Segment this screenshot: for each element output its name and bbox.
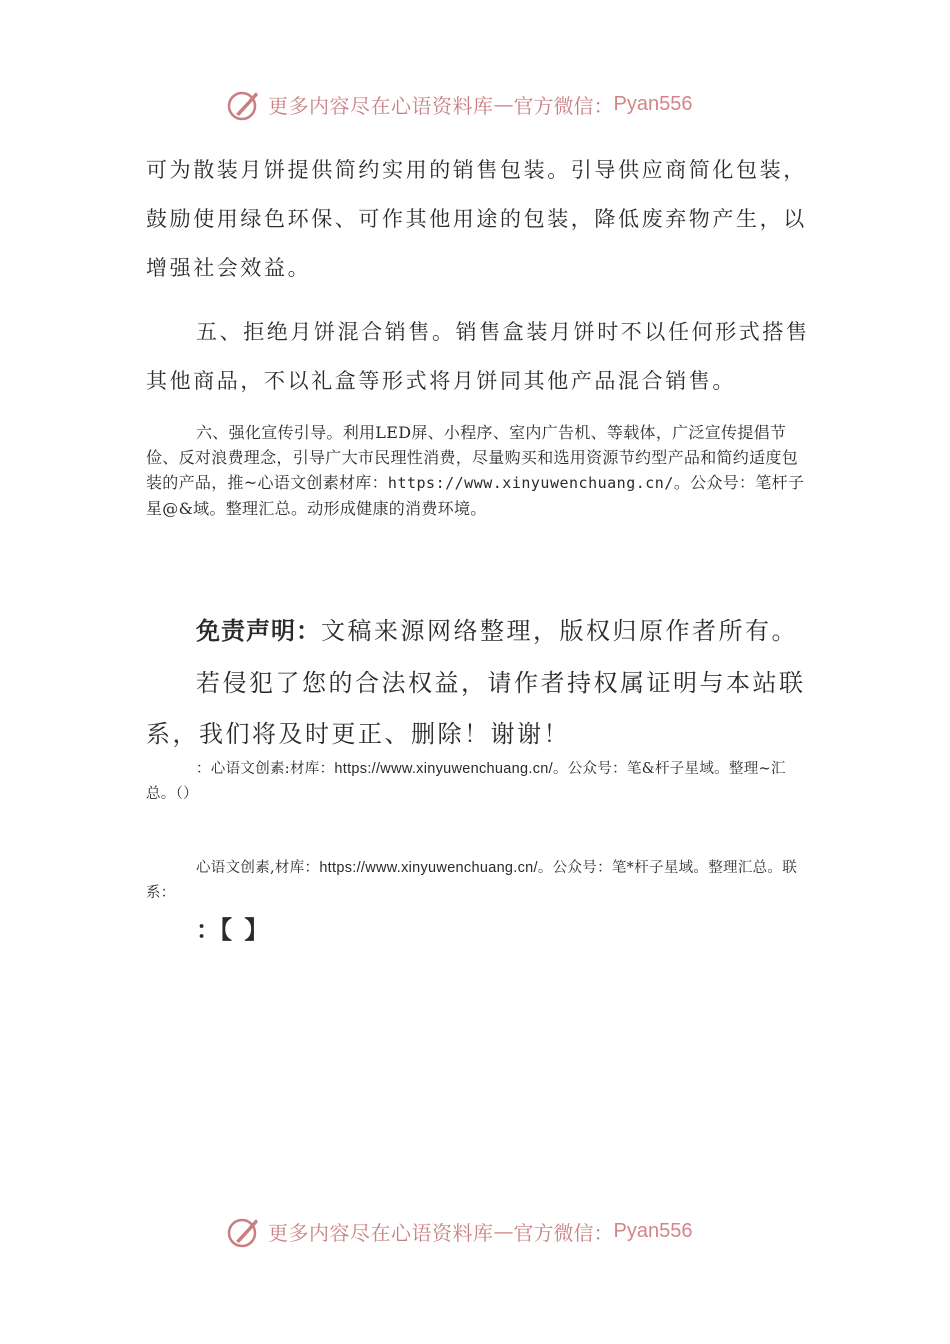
paragraph-packaging: 可为散装月饼提供简约实用的销售包装。引导供应商简化包装，鼓励使用绿色环保、可作其他用途的包装，降低废弃物产生，以增强社会效益。 (146, 158, 807, 280)
note-one-text: ：心语文创素:材库： (196, 761, 335, 777)
note-two-tail: 。公众号：笔*杆子星域。整理汇总。联系： (146, 860, 798, 901)
footer-wechat-label: 官方微信： (513, 1220, 614, 1245)
page-header-top (0, 84, 950, 124)
note-two (146, 856, 810, 906)
disclaimer-line-one (146, 606, 816, 657)
disclaimer-label: 免责声明： (196, 617, 321, 645)
quill-logo-icon (226, 1213, 262, 1249)
section-six-text: 六、强化宣传引导。利用LED屏、小程序、室内广告机、等载体，广泛宣传提倡节俭、反对浪费理念，引导广大市民理性消费，尽量购买和选用资源节约型产品和简约适度包装的产品，推~心语文创素材库： (146, 423, 799, 492)
note-one-tail: 。公众号：笔&杆子星域。整理~汇总。（） (146, 761, 786, 802)
note-two-text: 心语文创素,材库： (196, 860, 320, 876)
note-two-url: https://www.xinyuwenchuang.cn/ (319, 860, 538, 876)
note-one (146, 757, 810, 807)
footer-wechat-id: Pyan556 (613, 1219, 693, 1242)
disclaimer-text-one: 文稿来源网络整理，版权归原作者所有。 (321, 617, 798, 645)
disclaimer-line-two: 若侵犯了您的合法权益，请作者持权属证明与本站联系，我们将及时更正、删除！谢谢！ (146, 669, 806, 748)
page-header-bottom (0, 1211, 950, 1251)
header-site-name: 更多内容尽在心语资料库 (268, 93, 494, 118)
footer-site-name: 更多内容尽在心语资料库 (268, 1220, 494, 1245)
contact-placeholder: ：【 】 (196, 916, 269, 944)
section-six-tail: 。公众号：笔杆子星@&域。整理汇总。动形成健康的消费环境。 (146, 473, 805, 518)
header-wechat-label: 官方微信： (513, 93, 614, 118)
header-dash: — (493, 92, 514, 116)
header-wechat-id: Pyan556 (613, 92, 693, 115)
note-one-url: https://www.xinyuwenchuang.cn/ (334, 761, 553, 777)
paragraph-section-six (146, 420, 810, 521)
section-six-url: https://www.xinyuwenchuang.cn/ (387, 474, 674, 492)
quill-logo-icon (226, 86, 262, 122)
footer-dash: — (493, 1219, 514, 1243)
paragraph-section-five: 五、拒绝月饼混合销售。销售盒装月饼时不以任何形式搭售其他商品，不以礼盒等形式将月饼同其他产品混合销售。 (146, 320, 810, 393)
